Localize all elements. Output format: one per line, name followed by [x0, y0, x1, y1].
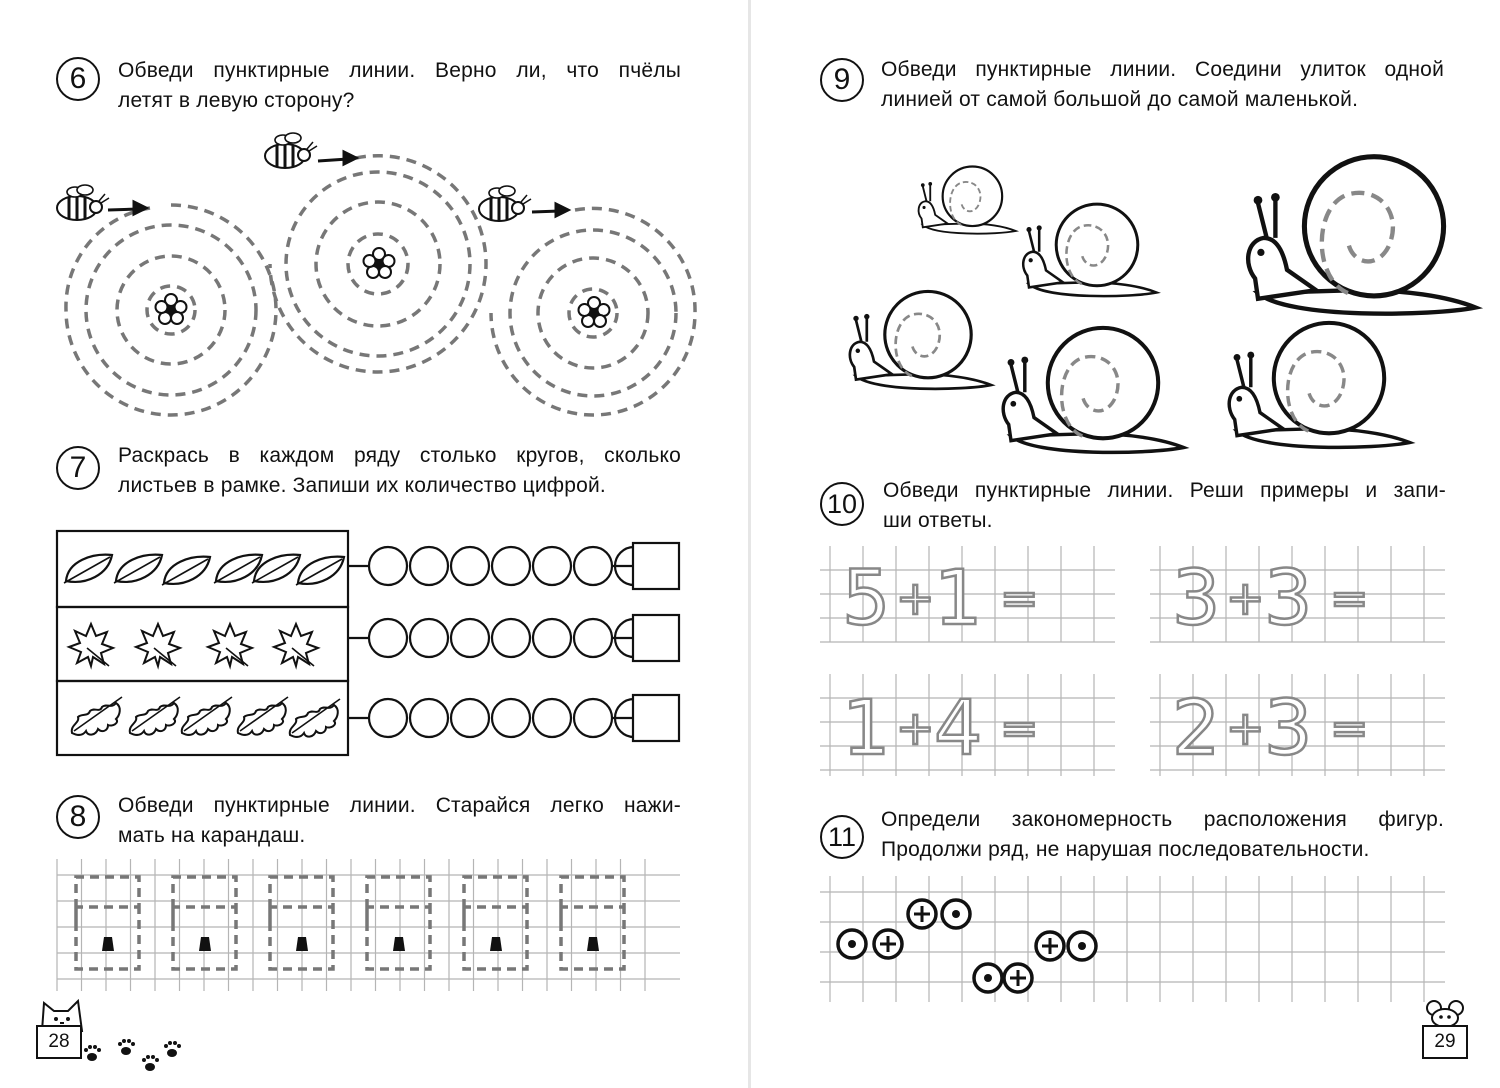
color-circle[interactable] [451, 547, 489, 585]
task-11-line-2: Продолжи ряд, не нарушая последовательности. [881, 838, 1370, 861]
color-circle[interactable] [533, 547, 571, 585]
bell-icon [393, 937, 405, 951]
task-10-number: 10 [820, 482, 864, 526]
task-6-line-1: Обведи пунктирные линии. Верно ли, что пчёлы [118, 59, 681, 82]
leaves-circles-figure [0, 525, 750, 765]
task-8-text [118, 791, 681, 851]
task-7-line-2: листьев в рамке. Запиши их количество цифрой. [118, 474, 606, 497]
maple-leaf-icon [69, 624, 113, 666]
maple-leaf-icon [136, 624, 180, 666]
color-circle[interactable] [410, 619, 448, 657]
flower-icon [364, 248, 395, 278]
snail-icon [919, 167, 1016, 234]
example-operator[interactable]: + [1226, 701, 1265, 755]
pattern-grid [750, 870, 1500, 1010]
task-10-line-1: Обведи пунктирные линии. Реши примеры и запи- [883, 479, 1446, 502]
example-digit[interactable]: 3 [1264, 553, 1313, 642]
example-equals[interactable]: = [1330, 571, 1369, 625]
flower-icon [579, 297, 610, 327]
example-equals[interactable]: = [1330, 701, 1369, 755]
color-circle[interactable] [410, 699, 448, 737]
page-number-right: 29 [1422, 1025, 1468, 1059]
color-circle[interactable] [410, 547, 448, 585]
example-row [1172, 683, 1422, 772]
example-row [842, 683, 1092, 772]
bell-icon [296, 937, 308, 951]
leaf-icon [64, 555, 112, 583]
oak-leaf-icon [130, 697, 180, 735]
bell-icon [199, 937, 211, 951]
bee-icon [479, 186, 531, 221]
oak-leaf-icon [72, 697, 122, 735]
color-circle[interactable] [574, 699, 612, 737]
task-8-number: 8 [56, 795, 100, 839]
maple-leaf-icon [274, 624, 318, 666]
oak-leaf-icon [290, 699, 340, 737]
task-11-number: 11 [820, 815, 864, 859]
circle-dot-symbol [1068, 932, 1096, 960]
house-tracing[interactable] [76, 877, 139, 969]
task-10-text [883, 476, 1446, 536]
snail-icon [850, 291, 991, 388]
maple-leaf-icon [208, 624, 252, 666]
example-digit[interactable]: 1 [934, 553, 983, 642]
bee-icon [57, 185, 109, 220]
task-11-line-1: Определи закономерность расположения фигур. [881, 808, 1444, 831]
circle-plus-symbol [1004, 964, 1032, 992]
bee-icon [265, 133, 317, 168]
leaf-icon [162, 557, 210, 585]
mouse-icon [1422, 998, 1472, 1028]
page-number-left: 28 [36, 1025, 82, 1059]
color-circle[interactable] [369, 619, 407, 657]
color-circle[interactable] [574, 547, 612, 585]
oak-leaf-icon [238, 697, 288, 735]
example-row [842, 553, 1092, 642]
color-circle[interactable] [492, 619, 530, 657]
circle-dot-symbol [838, 930, 866, 958]
example-equals[interactable]: = [1000, 701, 1039, 755]
paw-print-icon [84, 1045, 101, 1061]
right-page [750, 0, 1500, 1088]
color-circle[interactable] [492, 699, 530, 737]
answer-box[interactable] [633, 543, 679, 589]
task-9-line-1: Обведи пунктирные линии. Соедини улиток одной [881, 58, 1444, 81]
flower-icon [156, 294, 187, 324]
houses-tracing-grid [0, 855, 750, 995]
task-6-line-2: летят в левую сторону? [118, 89, 355, 112]
bell-icon [490, 937, 502, 951]
leaf-icon [114, 555, 162, 583]
example-operator[interactable]: + [896, 571, 935, 625]
snails-figure [750, 120, 1500, 460]
task-11-text [881, 805, 1444, 865]
task-10-line-2: ши ответы. [883, 509, 993, 532]
example-digit[interactable]: 3 [1264, 683, 1313, 772]
circle-dot-symbol [974, 964, 1002, 992]
snail-icon [1248, 157, 1475, 314]
color-circle[interactable] [492, 547, 530, 585]
circle-plus-symbol [908, 900, 936, 928]
color-circle[interactable] [574, 619, 612, 657]
circle-dot-symbol [942, 900, 970, 928]
example-operator[interactable]: + [896, 701, 935, 755]
example-digit[interactable]: 3 [1172, 553, 1221, 642]
color-circle[interactable] [451, 699, 489, 737]
paw-print-icon [142, 1055, 159, 1071]
color-circle[interactable] [451, 619, 489, 657]
task-7-number: 7 [56, 446, 100, 490]
example-digit[interactable]: 4 [934, 683, 983, 772]
task-9-line-2: линией от самой большой до самой маленькой. [881, 88, 1359, 111]
circle-plus-symbol [1036, 932, 1064, 960]
example-equals[interactable]: = [1000, 571, 1039, 625]
task-7-text [118, 441, 681, 501]
house-tracing[interactable] [561, 877, 624, 969]
task-6-number: 6 [56, 57, 100, 101]
task-8-line-2: мать на карандаш. [118, 824, 306, 847]
example-digit[interactable]: 5 [842, 553, 891, 642]
task-9-text [881, 55, 1444, 115]
paw-print-icon [164, 1041, 181, 1057]
house-tracing[interactable] [367, 877, 430, 969]
color-circle[interactable] [533, 699, 571, 737]
snail-icon [1023, 204, 1156, 296]
paw-print-icon [118, 1039, 135, 1055]
leaf-icon [296, 557, 344, 585]
answer-box[interactable] [633, 615, 679, 661]
snail-icon [1229, 323, 1409, 447]
snail-icon [1003, 328, 1183, 452]
task-7-line-1: Раскрась в каждом ряду столько кругов, сколько [118, 444, 681, 467]
task-9-number: 9 [820, 58, 864, 102]
oak-leaf-icon [182, 697, 232, 735]
bee-spirals-figure [0, 0, 750, 440]
bell-icon [587, 937, 599, 951]
color-circle[interactable] [369, 699, 407, 737]
answer-box[interactable] [633, 695, 679, 741]
task-8-line-1: Обведи пунктирные линии. Старайся легко нажи- [118, 794, 681, 817]
color-circle[interactable] [533, 619, 571, 657]
color-circle[interactable] [369, 547, 407, 585]
example-digit[interactable]: 1 [842, 683, 891, 772]
example-operator[interactable]: + [1226, 571, 1265, 625]
example-row [1172, 553, 1422, 642]
example-digit[interactable]: 2 [1172, 683, 1221, 772]
circle-plus-symbol [874, 930, 902, 958]
paw-prints [78, 1035, 198, 1085]
bell-icon [102, 937, 114, 951]
